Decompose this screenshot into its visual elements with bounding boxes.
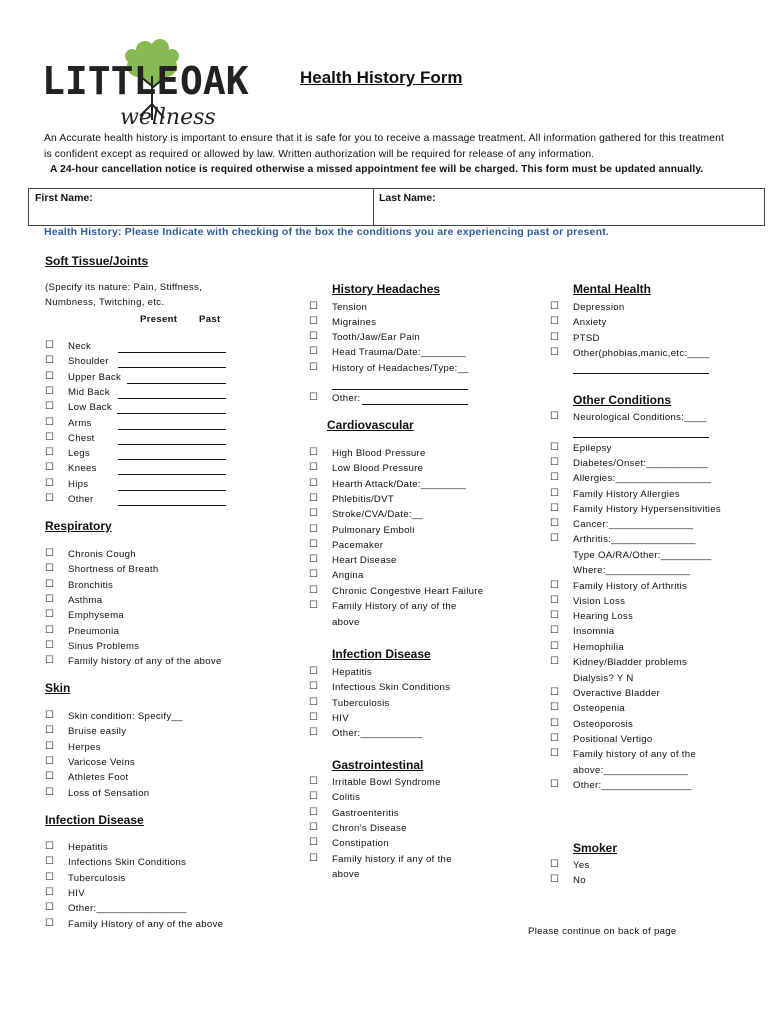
arthritis-type: Type OA/RA/Other:_________: [573, 550, 712, 561]
soft-tissue-heading: Soft Tissue/Joints: [45, 254, 149, 268]
other-conditions-heading: Other Conditions: [573, 393, 671, 407]
skin-checkbox-5[interactable]: ☐: [45, 786, 54, 798]
infection-left-heading: Infection Disease: [45, 813, 144, 827]
headaches-checkbox-1[interactable]: ☐: [309, 316, 318, 327]
other-checkbox-6[interactable]: ☐: [550, 518, 559, 529]
soft-tissue-checkbox-3[interactable]: ☐: [45, 385, 54, 397]
infection-left-checkbox-3[interactable]: ☐: [45, 886, 54, 898]
skin-label-2: Herpes: [68, 741, 101, 753]
other-checkbox-9[interactable]: ☐: [550, 595, 559, 606]
other-label-15: Osteopenia: [573, 703, 626, 714]
soft-tissue-label-2: Upper Back: [68, 371, 122, 383]
respiratory-checkbox-2[interactable]: ☐: [45, 578, 54, 590]
cardio-checkbox-3[interactable]: ☐: [309, 492, 318, 504]
first-name-field[interactable]: First Name:: [35, 192, 93, 204]
other-label-4: Family History Allergies: [573, 489, 680, 500]
headaches-checkbox-0[interactable]: ☐: [309, 301, 318, 312]
mental-label-1: Anxiety: [573, 317, 607, 329]
cardio-label-7: Heart Disease: [332, 555, 397, 567]
other-label-19: Other:________________: [573, 780, 692, 791]
soft-tissue-checkbox-1[interactable]: ☐: [45, 355, 54, 367]
present-column-label: Present: [140, 314, 178, 325]
headaches-label-2: Tooth/Jaw/Ear Pain: [332, 332, 421, 343]
footer-continue: Please continue on back of page: [528, 926, 677, 937]
gastro-tail: above: [332, 869, 360, 880]
dialysis-question: Dialysis? Y N: [573, 673, 634, 684]
skin-label-4: Athletes Foot: [68, 772, 129, 784]
infection-left-checkbox-0[interactable]: ☐: [45, 841, 54, 852]
skin-checkbox-2[interactable]: ☐: [45, 740, 54, 752]
respiratory-checkbox-1[interactable]: ☐: [45, 563, 54, 575]
other-checkbox-12[interactable]: ☐: [550, 641, 559, 652]
skin-label-1: Bruise easily: [68, 726, 127, 738]
mental-label-3: Other(phobias,manic,etc:____: [573, 347, 710, 359]
gastro-checkbox-5[interactable]: ☐: [309, 852, 318, 864]
cardio-checkbox-8[interactable]: ☐: [309, 569, 318, 581]
skin-checkbox-0[interactable]: ☐: [45, 710, 54, 721]
soft-tissue-checkbox-8[interactable]: ☐: [45, 462, 54, 474]
respiratory-checkbox-6[interactable]: ☐: [45, 639, 54, 651]
skin-label-3: Varicose Veins: [68, 756, 135, 768]
infection-left-label-1: Infections Skin Conditions: [68, 857, 187, 869]
respiratory-label-5: Pneumonia: [68, 625, 120, 637]
infection-mid-checkbox-4[interactable]: ☐: [309, 727, 318, 739]
other-checkbox-13[interactable]: ☐: [550, 656, 559, 667]
other-label-11: Insomnia: [573, 626, 615, 637]
gastro-checkbox-0[interactable]: ☐: [309, 776, 318, 787]
soft-tissue-label-8: Knees: [68, 463, 97, 475]
infection-left-label-5: Family History of any of the above: [68, 918, 224, 930]
mental-checkbox-2[interactable]: ☐: [550, 331, 559, 343]
other-checkbox-17[interactable]: ☐: [550, 733, 559, 744]
cardio-checkbox-10[interactable]: ☐: [309, 600, 318, 611]
form-title: Health History Form: [300, 68, 463, 87]
headaches-label-3: Head Trauma/Date:________: [332, 347, 466, 358]
headaches-label-4: History of Headaches/Type:__: [332, 363, 469, 374]
soft-tissue-label-4: Low Back: [68, 402, 112, 414]
other-label-3: Allergies:_________________: [573, 473, 712, 484]
infection-mid-label-0: Hepatitis: [332, 667, 373, 678]
respiratory-checkbox-5[interactable]: ☐: [45, 624, 54, 636]
gastro-label-1: Colitis: [332, 792, 361, 804]
infection-left-label-4: Other:________________: [68, 903, 187, 915]
other-checkbox-1[interactable]: ☐: [550, 442, 559, 453]
soft-tissue-label-3: Mid Back: [68, 386, 110, 398]
last-name-field[interactable]: Last Name:: [379, 192, 436, 204]
infection-mid-checkbox-0[interactable]: ☐: [309, 666, 318, 677]
other-checkbox-7[interactable]: ☐: [550, 533, 559, 544]
respiratory-label-6: Sinus Problems: [68, 640, 140, 652]
respiratory-label-2: Bronchitis: [68, 579, 114, 591]
soft-tissue-checkbox-0[interactable]: ☐: [45, 340, 54, 351]
cardio-label-4: Stroke/CVA/Date:__: [332, 509, 424, 521]
other-checkbox-3[interactable]: ☐: [550, 472, 559, 483]
other-label-2: Diabetes/Onset:___________: [573, 458, 709, 469]
respiratory-checkbox-3[interactable]: ☐: [45, 593, 54, 605]
cardio-checkbox-0[interactable]: ☐: [309, 447, 318, 458]
cancellation-notice: A 24-hour cancellation notice is required otherwise a missed appointment fee will be charged. This form must be updated annually.: [50, 164, 704, 175]
cardio-checkbox-7[interactable]: ☐: [309, 554, 318, 566]
infection-mid-label-4: Other:___________: [332, 728, 423, 740]
respiratory-checkbox-0[interactable]: ☐: [45, 548, 54, 559]
soft-tissue-checkbox-4[interactable]: ☐: [45, 401, 54, 413]
infection-left-checkbox-2[interactable]: ☐: [45, 871, 54, 883]
smoker-checkbox-0[interactable]: ☐: [550, 859, 559, 870]
other-label-7: Arthritis:_______________: [573, 534, 696, 545]
other-label-0: Neurological Conditions:____: [573, 412, 707, 423]
cardio-label-6: Pacemaker: [332, 539, 384, 551]
soft-tissue-checkbox-10[interactable]: ☐: [45, 493, 54, 504]
other-label-13: Kidney/Bladder problems: [573, 657, 688, 668]
cardio-checkbox-6[interactable]: ☐: [309, 538, 318, 550]
smoker-heading: Smoker: [573, 841, 618, 855]
respiratory-label-0: Chronis Cough: [68, 549, 136, 560]
arthritis-where: Where:_______________: [573, 565, 691, 576]
other-label-14: Overactive Bladder: [573, 688, 660, 699]
skin-label-5: Loss of Sensation: [68, 787, 150, 799]
smoker-label-1: No: [573, 875, 586, 887]
soft-tissue-note-1: (Specify its nature: Pain, Stiffness,: [45, 282, 203, 293]
cardio-label-0: High Blood Pressure: [332, 448, 426, 459]
skin-heading: Skin: [45, 681, 71, 695]
soft-tissue-label-6: Chest: [68, 432, 95, 444]
soft-tissue-checkbox-6[interactable]: ☐: [45, 431, 54, 443]
cardio-label-8: Angina: [332, 570, 364, 582]
other-label-9: Vision Loss: [573, 596, 626, 607]
cardio-tail: above: [332, 617, 360, 628]
soft-tissue-label-0: Neck: [68, 341, 92, 352]
other-label-17: Positional Vertigo: [573, 734, 653, 745]
infection-mid-label-3: HIV: [332, 712, 349, 724]
respiratory-heading: Respiratory: [45, 519, 112, 533]
gastro-checkbox-4[interactable]: ☐: [309, 837, 318, 849]
name-box: [28, 188, 765, 226]
headaches-heading: History Headaches: [332, 282, 441, 296]
soft-tissue-label-10: Other: [68, 494, 94, 505]
gastro-label-4: Constipation: [332, 838, 389, 850]
infection-left-checkbox-5[interactable]: ☐: [45, 917, 54, 929]
mental-heading: Mental Health: [573, 282, 652, 296]
headaches-checkbox-2[interactable]: ☐: [309, 331, 318, 342]
other-label-6: Cancer:_______________: [573, 519, 694, 530]
infection-mid-checkbox-3[interactable]: ☐: [309, 711, 318, 723]
other-checkbox-8[interactable]: ☐: [550, 580, 559, 591]
headaches-label-0: Tension: [332, 302, 368, 313]
gastro-checkbox-1[interactable]: ☐: [309, 791, 318, 803]
mental-checkbox-0[interactable]: ☐: [550, 301, 559, 312]
gastro-label-3: Chron’s Disease: [332, 822, 407, 834]
cardio-label-3: Phlebitis/DVT: [332, 493, 395, 505]
infection-mid-checkbox-2[interactable]: ☐: [309, 696, 318, 708]
soft-tissue-checkbox-5[interactable]: ☐: [45, 416, 54, 428]
soft-tissue-checkbox-7[interactable]: ☐: [45, 447, 54, 459]
other-label-10: Hearing Loss: [573, 611, 634, 622]
cardio-checkbox-1[interactable]: ☐: [309, 462, 318, 474]
soft-tissue-checkbox-2[interactable]: ☐: [45, 370, 54, 382]
other-label-16: Osteoporosis: [573, 719, 634, 730]
soft-tissue-checkbox-9[interactable]: ☐: [45, 477, 54, 489]
headaches-label-1: Migraines: [332, 317, 377, 328]
cardio-checkbox-4[interactable]: ☐: [309, 508, 318, 520]
other-checkbox-0[interactable]: ☐: [550, 411, 559, 422]
headaches-checkbox-5[interactable]: ☐: [309, 392, 318, 403]
infection-left-label-3: HIV: [68, 887, 85, 899]
respiratory-checkbox-4[interactable]: ☐: [45, 609, 54, 621]
infection-mid-checkbox-1[interactable]: ☐: [309, 681, 318, 693]
other-checkbox-5[interactable]: ☐: [550, 503, 559, 514]
other-checkbox-10[interactable]: ☐: [550, 610, 559, 621]
mental-label-0: Depression: [573, 302, 625, 313]
smoker-checkbox-1[interactable]: ☐: [550, 874, 559, 886]
infection-mid-label-2: Tuberculosis: [332, 697, 390, 709]
infection-left-checkbox-1[interactable]: ☐: [45, 856, 54, 868]
other-checkbox-2[interactable]: ☐: [550, 457, 559, 468]
respiratory-checkbox-7[interactable]: ☐: [45, 655, 54, 667]
gastro-label-2: Gastroenteritis: [332, 807, 399, 819]
cardio-checkbox-5[interactable]: ☐: [309, 523, 318, 535]
respiratory-label-7: Family history of any of the above: [68, 656, 222, 668]
other-label-5: Family History Hypersensitivities: [573, 504, 721, 515]
cardio-checkbox-2[interactable]: ☐: [309, 477, 318, 489]
infection-mid-heading: Infection Disease: [332, 647, 431, 661]
other-label-1: Epilepsy: [573, 443, 612, 454]
headaches-label-5: Other:: [332, 393, 361, 404]
infection-left-label-0: Hepatitis: [68, 842, 109, 853]
skin-label-0: Skin condition: Specify__: [68, 711, 183, 722]
other-label-8: Family History of Arthritis: [573, 581, 688, 592]
cardio-label-1: Low Blood Pressure: [332, 463, 424, 475]
other-label-18: Family history of any of the: [573, 749, 697, 760]
mental-label-2: PTSD: [573, 332, 600, 344]
other-checkbox-19[interactable]: ☐: [550, 779, 559, 790]
mental-checkbox-1[interactable]: ☐: [550, 316, 559, 328]
infection-left-label-2: Tuberculosis: [68, 872, 126, 884]
logo-word-wellness: wellness: [120, 105, 216, 128]
logo-word-oak: OAK: [180, 59, 249, 103]
logo: [40, 36, 265, 128]
other-checkbox-18[interactable]: ☐: [550, 748, 559, 759]
skin-checkbox-4[interactable]: ☐: [45, 771, 54, 783]
cardio-label-2: Hearth Attack/Date:________: [332, 478, 466, 490]
infection-mid-label-1: Infectious Skin Conditions: [332, 682, 451, 694]
soft-tissue-label-7: Legs: [68, 448, 91, 460]
soft-tissue-label-5: Arms: [68, 417, 92, 429]
other-checkbox-11[interactable]: ☐: [550, 625, 559, 636]
gastro-label-0: Irritable Bowl Syndrome: [332, 777, 441, 788]
mental-checkbox-3[interactable]: ☐: [550, 346, 559, 358]
other-checkbox-16[interactable]: ☐: [550, 718, 559, 729]
past-column-label: Past: [199, 314, 221, 325]
gastro-heading: Gastrointestinal: [332, 758, 424, 772]
logo-word-little: LITTLE: [42, 59, 180, 103]
soft-tissue-note-2: Numbness, Twitching, etc.: [45, 297, 165, 308]
headaches-checkbox-3[interactable]: ☐: [309, 346, 318, 357]
gastro-label-5: Family history if any of the: [332, 853, 452, 865]
skin-checkbox-1[interactable]: ☐: [45, 725, 54, 737]
oak-tree-logo-icon: [40, 36, 265, 128]
infection-left-checkbox-4[interactable]: ☐: [45, 902, 54, 914]
skin-checkbox-3[interactable]: ☐: [45, 755, 54, 767]
intro-paragraph: An Accurate health history is important to ensure that it is safe for you to receive a massage treatment. All information gathered for this treatment is confident except as required or allowed by law. Written authorization will be required for release of any information.: [44, 133, 724, 160]
cardio-label-9: Chronic Congestive Heart Failure: [332, 585, 484, 597]
other-label-12: Hemophilia: [573, 642, 624, 653]
smoker-label-0: Yes: [573, 860, 590, 871]
respiratory-label-1: Shortness of Breath: [68, 564, 159, 576]
respiratory-label-3: Asthma: [68, 594, 103, 606]
soft-tissue-label-9: Hips: [68, 478, 89, 490]
gastro-checkbox-3[interactable]: ☐: [309, 821, 318, 833]
other-checkbox-15[interactable]: ☐: [550, 702, 559, 713]
respiratory-label-4: Emphysema: [68, 610, 125, 622]
gastro-checkbox-2[interactable]: ☐: [309, 806, 318, 818]
other-checkbox-4[interactable]: ☐: [550, 488, 559, 499]
cardio-checkbox-9[interactable]: ☐: [309, 584, 318, 596]
other-checkbox-14[interactable]: ☐: [550, 687, 559, 698]
headaches-checkbox-4[interactable]: ☐: [309, 362, 318, 373]
cardio-label-10: Family History of any of the: [332, 601, 457, 612]
cardio-heading: Cardiovascular: [327, 418, 414, 432]
soft-tissue-label-1: Shoulder: [68, 356, 109, 368]
cardio-label-5: Pulmonary Emboli: [332, 524, 415, 536]
family-history-above: above:_______________: [573, 765, 689, 776]
health-history-instruction: Health History: Please Indicate with checking of the box the conditions you are experiencing past or present.: [44, 226, 610, 238]
